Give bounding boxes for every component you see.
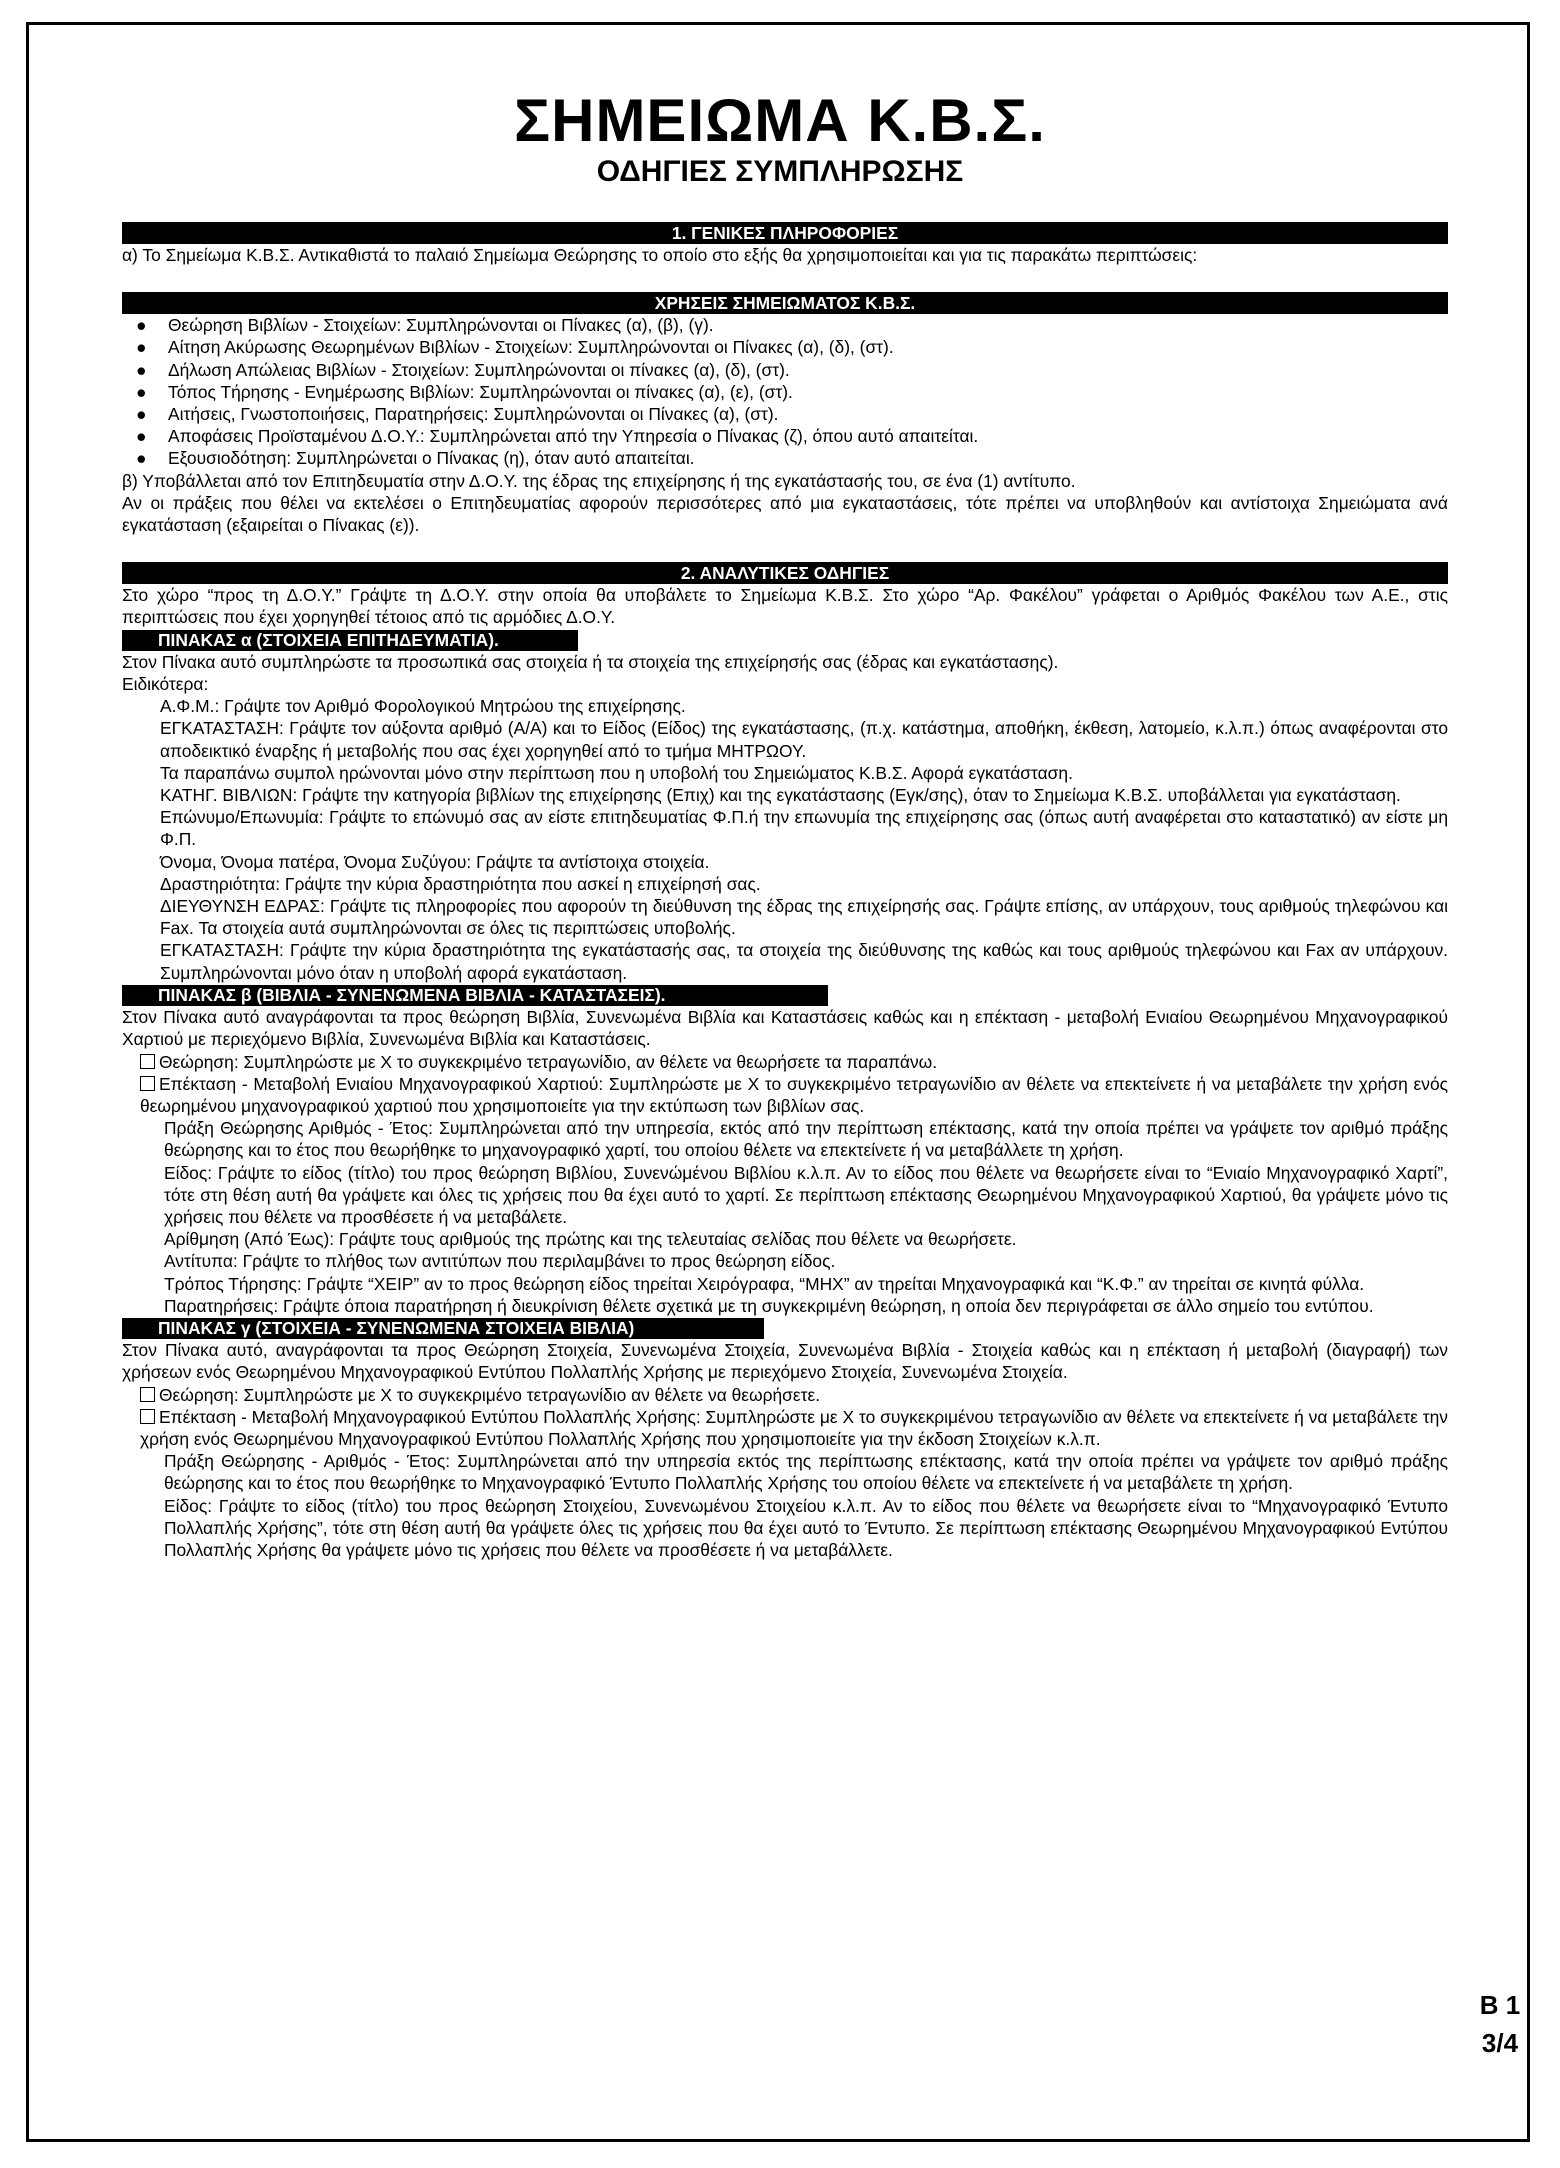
table-a-item: ΕΓΚΑΤΑΣΤΑΣΗ: Γράψτε την κύρια δραστηριότητα της εγκατάστασής σας, τα στοιχεία της διεύθυνσης της καθώς και τους αριθμούς τηλεφώνου και Fax αν υπάρχουν. Συμπληρώνονται μόνο όταν η υποβολή αφορά εγκατάσταση. <box>160 940 1448 983</box>
table-b-header: ΠΙΝΑΚΑΣ β (ΒΙΒΛΙΑ - ΣΥΝΕΝΩΜΕΝΑ ΒΙΒΛΙΑ - ΚΑΤΑΣΤΑΣΕΙΣ). <box>122 985 828 1006</box>
table-c-check-view: Θεώρηση: Συμπληρώστε με Χ το συγκεκριμένο τετραγωνίδιο αν θέλετε να θεωρήσετε. <box>122 1384 1448 1406</box>
table-c-intro: Στον Πίνακα αυτό, αναγράφονται τα προς Θεώρηση Στοιχεία, Συνενωμένα Στοιχεία, Συνενωμένα Βιβλία - Στοιχεία καθώς και η επέκταση ή μεταβολή (διαγραφή) των χρήσεων ενός Θεωρημένου Μηχανογραφικού Εντύπου Πολλαπλής Χρήσης με περιεχόμενο Στοιχεία, Συνενωμένα Στοιχεία. <box>122 1340 1448 1383</box>
bullet-icon: ● <box>136 337 147 358</box>
instructions-body <box>122 222 1448 1561</box>
list-item: ● Εξουσιοδότηση: Συμπληρώνεται ο Πίνακας (η), όταν αυτό απαιτείται. <box>136 448 695 469</box>
table-a-item: Όνομα, Όνομα πατέρα, Όνομα Συζύγου: Γράψτε τα αντίστοιχα στοιχεία. <box>160 851 710 872</box>
table-b-intro: Στον Πίνακα αυτό αναγράφονται τα προς θεώρηση Βιβλία, Συνενωμένα Βιβλία και Καταστάσεις καθώς και η επέκταση - μεταβολή Ενιαίου Θεωρημένου Μηχανογραφικού Χαρτιού με περιεχόμενο Βιβλία, Συνενωμένα Βιβλία και Καταστάσεις. <box>122 1007 1448 1050</box>
document-subtitle: ΟΔΗΓΙΕΣ ΣΥΜΠΛΗΡΩΣΗΣ <box>596 155 964 188</box>
list-item: ● Αποφάσεις Προϊσταμένου Δ.Ο.Υ.: Συμπληρώνεται από την Υπηρεσία ο Πίνακας (ζ), όπου αυτό απαιτείται. <box>136 426 979 447</box>
bullet-icon: ● <box>136 426 147 447</box>
table-a-item: Τα παραπάνω συμπολ ηρώνονται μόνο στην περίπτωση που η υποβολή του Σημειώματος Κ.Β.Σ. Αφορά εγκατάσταση. <box>160 762 1073 783</box>
bullet-icon: ● <box>136 381 147 402</box>
table-b-item: Παρατηρήσεις: Γράψτε όποια παρατήρηση ή διευκρίνιση θέλετε σχετικά με τη συγκεκριμένη θεώρηση, η οποία δεν περιγράφεται σε άλλο σημείο του εντύπου. <box>164 1295 1374 1316</box>
table-b-item: Είδος: Γράψτε το είδος (τίτλο) του προς θεώρηση Βιβλίου, Συνενώμένου Βιβλίου κ.λ.π. Αν το είδος που θέλετε να θεωρήσετε είναι το “Ενιαίο Μηχανογραφικό Χαρτί”, τότε στη θέση αυτή θα γράψετε και όλες τις χρήσεις που θα έχει αυτό το χαρτί. Σε περίπτωση επέκτασης Θεωρημένου Μηχανογραφικού Χαρτιού, θα γράψετε μόνο τις χρήσεις που θέλετε να προσθέσετε ή να μεταβάλετε. <box>164 1162 1448 1227</box>
bullet-icon: ● <box>136 315 147 336</box>
table-b-item: Πράξη Θεώρησης Αριθμός - Έτος: Συμπληρώνεται από την υπηρεσία, εκτός από την περίπτωση επέκτασης, κατά την οποία πρέπει να γράψετε τον αριθμό πράξης θεώρησης και το έτος που θεωρήθηκε το μηχανογραφικό χαρτί, του οποίου θέλετε να επεκτείνετε ή να μεταβάλλετε τη χρήση. <box>164 1118 1448 1161</box>
section-header-detailed: 2. ΑΝΑΛΥΤΙΚΕΣ ΟΔΗΓΙΕΣ <box>122 562 1448 584</box>
table-a-item: ΕΓΚΑΤΑΣΤΑΣΗ: Γράψτε τον αύξοντα αριθμό (Α/Α) και το Είδος (Είδος) της εγκατάστασης, (π.χ. κατάστημα, αποθήκη, έκθεση, λατομείο, κ.λ.π.) όπως αναφέρονται στο αποδεικτικό έναρξης ή μεταβολής που σας έχει χορηγηθεί από το τμήμα ΜΗΤΡΩΟΥ. <box>160 718 1448 761</box>
uses-header: ΧΡΗΣΕΙΣ ΣΗΜΕΙΩΜΑΤΟΣ Κ.Β.Σ. <box>122 292 1448 314</box>
checkbox-icon <box>140 1076 155 1091</box>
list-item: ● Αίτηση Ακύρωσης Θεωρημένων Βιβλίων - Στοιχείων: Συμπληρώνονται οι Πίνακες (α), (δ), (στ). <box>136 337 894 358</box>
table-c-header: ΠΙΝΑΚΑΣ γ (ΣΤΟΙΧΕΙΑ - ΣΥΝΕΝΩΜΕΝΑ ΣΤΟΙΧΕΙΑ ΒΙΒΛΙΑ) <box>122 1318 764 1339</box>
document-title: ΣΗΜΕΙΩΜΑ Κ.Β.Σ. <box>514 87 1046 154</box>
table-a-item: ΔΙΕΥΘΥΝΣΗ ΕΔΡΑΣ: Γράψτε τις πληροφορίες που αφορούν τη διεύθυνση της έδρας της επιχείρησής σας. Γράψτε επίσης, αν υπάρχουν, τους αριθμούς τηλεφώνου και Fax. Τα στοιχεία αυτά συμπληρώνονται σε όλες τις περιπτώσεις υποβολής. <box>160 896 1448 939</box>
table-b-check-extend: Επέκταση - Μεταβολή Ενιαίου Μηχανογραφικού Χαρτιού: Συμπληρώστε με Χ το συγκεκριμένο τετραγωνίδιο αν θέλετε να επεκτείνετε ή να μεταβάλετε την χρήση ενός θεωρημένου μηχανογραφικού χαρτιού που χρησιμοποιείτε για την εκτύπωση των βιβλίων σας. <box>140 1073 1448 1116</box>
form-code: Β 1 <box>1479 1990 1521 2020</box>
table-a-item: Α.Φ.Μ.: Γράψτε τον Αριθμό Φορολογικού Μητρώου της επιχείρησης. <box>160 696 686 717</box>
table-c-item: Είδος: Γράψτε το είδος (τίτλο) του προς θεώρηση Στοιχείου, Συνενωμένου Στοιχείου κ.λ.π. Αν το είδος που θέλετε να θεωρήσετε είναι το “Μηχανογραφικό Έντυπο Πολλαπλής Χρήσης”, τότε στη θέση αυτή θα γράψετε όλες τις χρήσεις που θα έχει αυτό το Έντυπο. Σε περίπτωση επέκτασης Θεωρημένου Μηχανογραφικού Εντύπου Πολλαπλής Χρήσης θα γράψετε μόνο τις χρήσεις που θέλετε να προσθέσετε ή να μεταβάλλετε. <box>164 1495 1448 1560</box>
general-intro: α) Το Σημείωμα Κ.Β.Σ. Αντικαθιστά το παλαιό Σημείωμα Θεώρησης το οποίο στο εξής θα χρησιμοποιείται και για τις παρακάτω περιπτώσεις: <box>122 245 1198 265</box>
checkbox-icon <box>140 1387 155 1402</box>
detailed-intro: Στο χώρο “προς τη Δ.Ο.Υ.” Γράψτε τη Δ.Ο.Υ. στην οποία θα υποβάλετε το Σημείωμα Κ.Β.Σ. Στο χώρο “Αρ. Φακέλου” γράφεται ο Αριθμός Φακέλου των Α.Ε., στις περιπτώσεις που έχει χορηγηθεί τέτοιος από τις αρμόδιες Δ.Ο.Υ. <box>122 585 1448 628</box>
section-header-general: 1. ΓΕΝΙΚΕΣ ΠΛΗΡΟΦΟΡΙΕΣ <box>122 222 1448 244</box>
uses-list <box>122 314 1448 469</box>
table-b-item: Αντίτυπα: Γράψτε το πλήθος των αντιτύπων που περιλαμβάνει το προς θεώρηση είδος. <box>164 1251 836 1272</box>
table-a-item: Επώνυμο/Επωνυμία: Γράψτε το επώνυμό σας αν είστε επιτηδευματίας Φ.Π.ή την επωνυμία της επιχείρησης σας (όπως αυτή αναφέρεται στο καταστατικό) αν είστε μη Φ.Π. <box>160 807 1448 850</box>
page-number: 3/4 <box>1481 2028 1519 2058</box>
general-para-c: Αν οι πράξεις που θέλει να εκτελέσει ο Επιτηδευματίας αφορούν περισσότερες από μια εγκαταστάσεις, τότε πρέπει να υποβληθούν και αντίστοιχα Σημειώματα ανά εγκατάσταση (εξαιρείται ο Πίνακας (ε)). <box>122 492 1448 536</box>
table-c-check-extend: Επέκταση - Μεταβολή Μηχανογραφικού Εντύπου Πολλαπλής Χρήσης: Συμπληρώστε με Χ το συγκεκριμένου τετραγωνίδιο αν θέλετε να επεκτείνετε ή να μεταβάλετε την χρήση ενός Θεωρημένου Μηχανογραφικού Εντύπου Πολλαπλής Χρήσης που χρησιμοποιείτε για την έκδοση Στοιχείων κ.λ.π. <box>140 1406 1448 1449</box>
table-c-item: Πράξη Θεώρησης - Αριθμός - Έτος: Συμπληρώνεται από την υπηρεσία εκτός της περίπτωσης επέκτασης, κατά την οποία πρέπει να γράψετε τον αριθμό πράξης θεώρησης και το έτος που θεωρήθηκε το Μηχανογραφικό Έντυπο Πολλαπλής Χρήσης του οποίου θέλετε να επεκτείνετε ή να μεταβάλετε τη χρήση. <box>164 1451 1448 1494</box>
table-b-item: Τρόπος Τήρησης: Γράψτε “ΧΕΙΡ” αν το προς θεώρηση είδος τηρείται Χειρόγραφα, “ΜΗΧ” αν τηρείται Μηχανογραφικά και “Κ.Φ.” αν τηρείται σε κινητά φύλλα. <box>164 1273 1365 1294</box>
list-item: ● Αιτήσεις, Γνωστοποιήσεις, Παρατηρήσεις: Συμπληρώνονται οι Πίνακες (α), (στ). <box>136 404 779 425</box>
table-b-check-view: Θεώρηση: Συμπληρώστε με Χ το συγκεκριμένο τετραγωνίδιο, αν θέλετε να θεωρήσετε τα παραπάνω. <box>122 1051 1448 1073</box>
bullet-icon: ● <box>136 448 147 469</box>
table-a-intro: Στον Πίνακα αυτό συμπληρώστε τα προσωπικά σας στοιχεία ή τα στοιχεία της επιχείρησής σας (έδρας και εγκατάστασης). <box>122 651 1059 672</box>
bullet-icon: ● <box>136 404 147 425</box>
checkbox-icon <box>140 1054 155 1069</box>
general-para-b: β) Υποβάλλεται από τον Επιτηδευματία στην Δ.Ο.Υ. της έδρας της επιχείρησης ή της εγκατάστασής του, σε ένα (1) αντίτυπο. <box>122 470 1076 491</box>
list-item: ● Θεώρηση Βιβλίων - Στοιχείων: Συμπληρώνονται οι Πίνακες (α), (β), (γ). <box>136 315 714 336</box>
checkbox-icon <box>140 1409 155 1424</box>
list-item: ● Δήλωση Απώλειας Βιβλίων - Στοιχείων: Συμπληρώνονται οι πίνακες (α), (δ), (στ). <box>136 359 790 380</box>
table-a-item: ΚΑΤΗΓ. ΒΙΒΛΙΩΝ: Γράψτε την κατηγορία βιβλίων της επιχείρησης (Επιχ) και της εγκατάστασης (Εγκ/σης), όταν το Σημείωμα Κ.Β.Σ. υποβάλλεται για εγκατάσταση. <box>160 785 1401 806</box>
table-a-item: Δραστηριότητα: Γράψτε την κύρια δραστηριότητα που ασκεί η επιχείρησή σας. <box>160 873 761 894</box>
table-a-special: Ειδικότερα: <box>122 674 209 695</box>
bullet-icon: ● <box>136 359 147 380</box>
table-b-item: Αρίθμηση (Από Έως): Γράψτε τους αριθμούς της πρώτης και της τελευταίας σελίδας που θέλετε να θεωρήσετε. <box>164 1229 1017 1250</box>
table-a-header: ΠΙΝΑΚΑΣ α (ΣΤΟΙΧΕΙΑ ΕΠΙΤΗΔΕΥΜΑΤΙΑ). <box>122 630 578 651</box>
list-item: ● Τόπος Τήρησης - Ενημέρωσης Βιβλίων: Συμπληρώνονται οι πίνακες (α), (ε), (στ). <box>136 381 793 402</box>
